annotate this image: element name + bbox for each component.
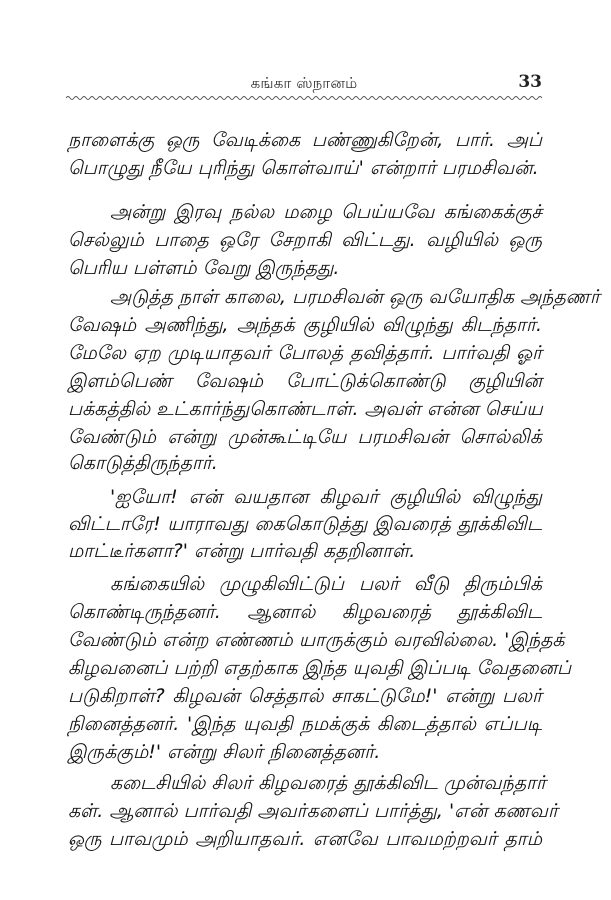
paragraph-2-line-3: பெரிய பள்ளம் வேறு இருந்தது. <box>68 257 340 279</box>
paragraph-2-line-2: செல்லும் பாதை ஒரே சேறாகி விட்டது. வழியில் ஒரு <box>68 229 542 251</box>
paragraph-3-line-5: பக்கத்தில் உட்கார்ந்துகொண்டாள். அவள் என்ன செய்ய <box>68 398 543 420</box>
paragraph-5-line-2: கொண்டிருந்தனர். ஆனால் கிழவரைத் தூக்கிவிட <box>68 601 542 623</box>
paragraph-6-line-2: கள். ஆனால் பார்வதி அவர்களைப் பார்த்து, 'என் கணவர் <box>68 800 558 822</box>
paragraph-6-line-3: ஒரு பாவமும் அறியாதவர். எனவே பாவமற்றவர் தாம் <box>68 828 542 850</box>
paragraph-1-line-2: பொழுது நீயே புரிந்து கொள்வாய்' என்றார் பரமசிவன். <box>68 157 539 179</box>
paragraph-2-line-1: அன்று இரவு நல்ல மழை பெய்யவே கங்கைக்குச் <box>110 201 542 223</box>
running-title: கங்கா ஸ்நானம் <box>250 74 358 92</box>
paragraph-5-line-1: கங்கையில் முழுகிவிட்டுப் பலர் வீடு திரும்பிக் <box>110 573 542 595</box>
paragraph-3-line-3: மேலே ஏற முடியாதவர் போலத் தவித்தார். பார்வதி ஓர் <box>68 342 542 364</box>
paragraph-3-line-6: வேண்டும் என்று முன்கூட்டியே பரமசிவன் சொல்லிக் <box>68 426 542 448</box>
paragraph-5-line-6: நினைத்தனர். 'இந்த யுவதி நமக்குக் கிடைத்தால் எப்படி <box>68 713 542 735</box>
paragraph-4-line-1: 'ஐயோ! என் வயதான கிழவர் குழியில் விழுந்து <box>110 486 542 508</box>
paragraph-3-line-2: வேஷம் அணிந்து, அந்தக் குழியில் விழுந்து கிடந்தார். <box>68 314 542 336</box>
paragraph-5-line-5: படுகிறாள்? கிழவன் செத்தால் சாகட்டுமே!' என்று பலர் <box>68 685 542 707</box>
paragraph-6-line-1: கடைசியில் சிலர் கிழவரைத் தூக்கிவிட முன்வந்தார் <box>110 772 546 794</box>
wavy-divider-rule <box>66 95 542 101</box>
paragraph-3-line-4: இளம்பெண் வேஷம் போட்டுக்கொண்டு குழியின் <box>68 370 542 392</box>
paragraph-4-line-2: விட்டாரே! யாராவது கைகொடுத்து இவரைத் தூக்கிவிட <box>68 513 542 535</box>
paragraph-5-line-7: இருக்கும்!' என்று சிலர் நினைத்தனர். <box>68 741 381 763</box>
paragraph-5-line-3: வேண்டும் என்ற எண்ணம் யாருக்கும் வரவில்லை. 'இந்தக் <box>68 629 565 651</box>
page-number: 33 <box>518 72 542 92</box>
paragraph-1-line-1: நாளைக்கு ஒரு வேடிக்கை பண்ணுகிறேன், பார். அப் <box>68 129 542 151</box>
paragraph-3-line-1: அடுத்த நாள் காலை, பரமசிவன் ஒரு வயோதிக அந்தணர் <box>110 286 600 308</box>
paragraph-3-line-7: கொடுத்திருந்தார். <box>68 452 218 474</box>
paragraph-5-line-4: கிழவனைப் பற்றி எதற்காக இந்த யுவதி இப்படி வேதனைப் <box>68 657 572 679</box>
paragraph-4-line-3: மாட்டீர்களா?' என்று பார்வதி கதறினாள். <box>68 540 416 562</box>
